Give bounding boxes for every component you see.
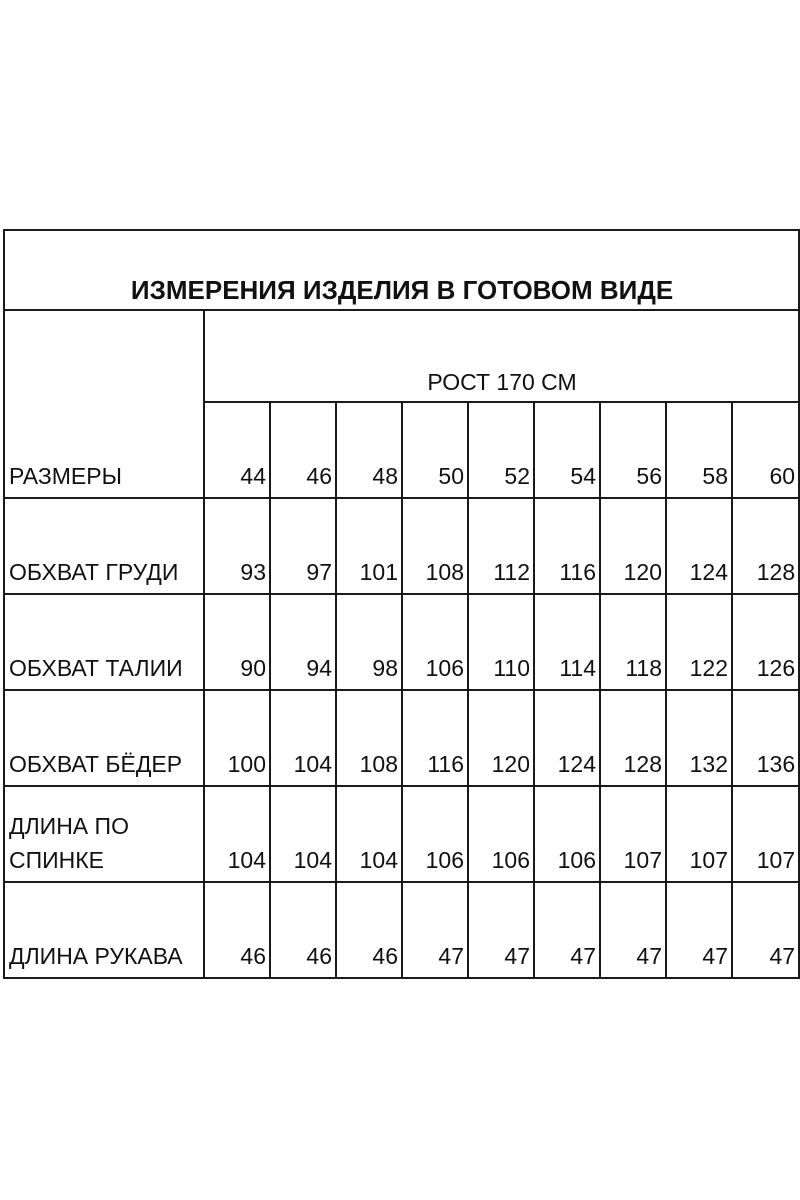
value-cell: 122 xyxy=(666,594,732,690)
value-cell: 93 xyxy=(204,498,270,594)
size-cell: 46 xyxy=(270,402,336,498)
value-cell: 106 xyxy=(402,594,468,690)
row-label: ОБХВАТ ГРУДИ xyxy=(4,498,204,594)
value-cell: 116 xyxy=(534,498,600,594)
row-label: ДЛИНА РУКАВА xyxy=(4,882,204,978)
value-cell: 124 xyxy=(666,498,732,594)
table-title: ИЗМЕРЕНИЯ ИЗДЕЛИЯ В ГОТОВОМ ВИДЕ xyxy=(4,230,799,310)
value-cell: 106 xyxy=(402,786,468,882)
value-cell: 104 xyxy=(270,690,336,786)
value-cell: 47 xyxy=(600,882,666,978)
value-cell: 128 xyxy=(600,690,666,786)
value-cell: 106 xyxy=(534,786,600,882)
height-label: РОСТ 170 СМ xyxy=(204,310,799,402)
value-cell: 101 xyxy=(336,498,402,594)
value-cell: 107 xyxy=(600,786,666,882)
value-cell: 110 xyxy=(468,594,534,690)
row-label: ОБХВАТ БЁДЕР xyxy=(4,690,204,786)
size-cell: 48 xyxy=(336,402,402,498)
value-cell: 46 xyxy=(204,882,270,978)
size-cell: 58 xyxy=(666,402,732,498)
value-cell: 98 xyxy=(336,594,402,690)
value-cell: 47 xyxy=(468,882,534,978)
size-cell: 52 xyxy=(468,402,534,498)
value-cell: 104 xyxy=(270,786,336,882)
value-cell: 47 xyxy=(732,882,799,978)
size-cell: 60 xyxy=(732,402,799,498)
value-cell: 100 xyxy=(204,690,270,786)
value-cell: 108 xyxy=(402,498,468,594)
value-cell: 118 xyxy=(600,594,666,690)
size-cell: 44 xyxy=(204,402,270,498)
value-cell: 46 xyxy=(336,882,402,978)
size-cell: 50 xyxy=(402,402,468,498)
value-cell: 108 xyxy=(336,690,402,786)
value-cell: 47 xyxy=(666,882,732,978)
table-row xyxy=(4,594,799,690)
value-cell: 114 xyxy=(534,594,600,690)
row-label: ДЛИНА ПО СПИНКЕ xyxy=(4,786,204,882)
value-cell: 94 xyxy=(270,594,336,690)
value-cell: 116 xyxy=(402,690,468,786)
title-row xyxy=(4,230,799,310)
value-cell: 107 xyxy=(732,786,799,882)
size-cell: 56 xyxy=(600,402,666,498)
value-cell: 107 xyxy=(666,786,732,882)
row-label: ОБХВАТ ТАЛИИ xyxy=(4,594,204,690)
value-cell: 47 xyxy=(534,882,600,978)
sizes-label: РАЗМЕРЫ xyxy=(4,310,204,498)
value-cell: 112 xyxy=(468,498,534,594)
size-chart-table xyxy=(3,229,800,979)
table-row xyxy=(4,690,799,786)
size-cell: 54 xyxy=(534,402,600,498)
table-row xyxy=(4,786,799,882)
value-cell: 104 xyxy=(204,786,270,882)
value-cell: 128 xyxy=(732,498,799,594)
value-cell: 47 xyxy=(402,882,468,978)
table-row xyxy=(4,882,799,978)
value-cell: 126 xyxy=(732,594,799,690)
value-cell: 120 xyxy=(600,498,666,594)
value-cell: 106 xyxy=(468,786,534,882)
value-cell: 104 xyxy=(336,786,402,882)
value-cell: 120 xyxy=(468,690,534,786)
table-row xyxy=(4,498,799,594)
height-row xyxy=(4,310,799,402)
value-cell: 90 xyxy=(204,594,270,690)
value-cell: 97 xyxy=(270,498,336,594)
value-cell: 132 xyxy=(666,690,732,786)
value-cell: 46 xyxy=(270,882,336,978)
value-cell: 136 xyxy=(732,690,799,786)
value-cell: 124 xyxy=(534,690,600,786)
